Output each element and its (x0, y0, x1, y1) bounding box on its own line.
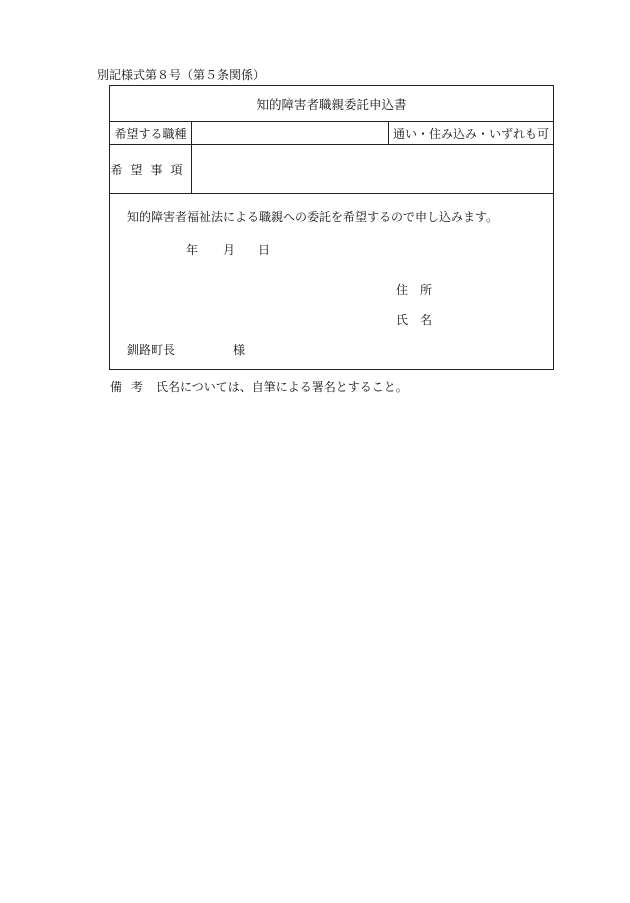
name-label: 氏 名 (396, 313, 433, 327)
occupation-field[interactable] (192, 122, 389, 144)
commute-options: 通い・住み込み・いずれも可 (392, 126, 549, 141)
recipient-label: 釧路町長 (127, 343, 176, 357)
hope-label: 希望事項 (110, 145, 192, 193)
remarks-text: 氏名については、自筆による署名とすること。 (156, 380, 408, 394)
honorific-label: 様 (233, 343, 246, 357)
address-label: 住 所 (396, 283, 433, 297)
date-year: 年 (186, 243, 199, 257)
application-form (109, 85, 554, 370)
occupation-label: 希望する職種 (110, 122, 192, 144)
form-title: 知的障害者職親委託申込書 (110, 86, 553, 122)
form-number-label: 別記様式第８号（第５条関係） (97, 68, 266, 82)
date-month: 月 (223, 243, 236, 257)
occupation-row (110, 122, 553, 145)
remarks-head: 備考 (110, 380, 153, 394)
hope-row (110, 145, 553, 194)
remarks (110, 378, 408, 395)
date-day: 日 (258, 243, 271, 257)
statement-text: 知的障害者福祉法による職親への委託を希望するので申し込みます。 (127, 210, 499, 224)
hope-field[interactable] (192, 145, 553, 193)
